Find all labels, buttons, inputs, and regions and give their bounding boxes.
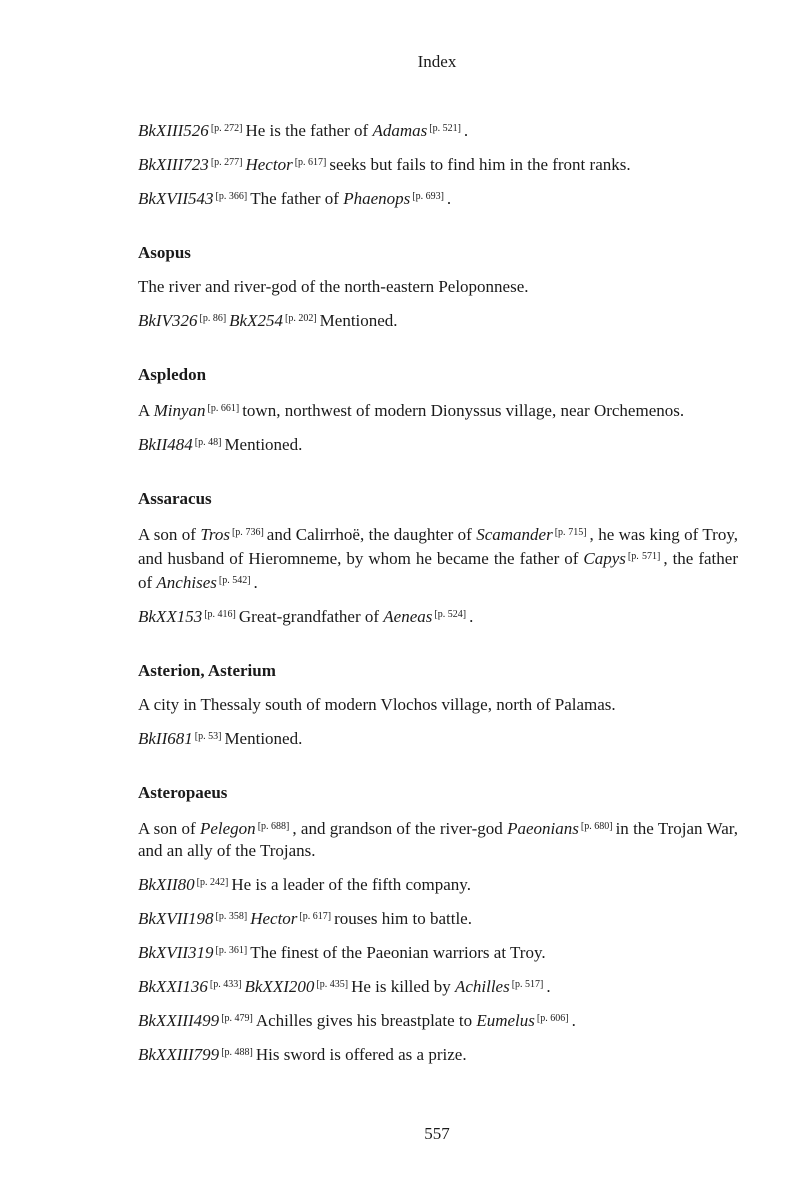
index-entry-asteropaeus (138, 782, 738, 1066)
desc-text: A son of (138, 819, 200, 838)
book-ref-link[interactable]: BkX254 (229, 311, 283, 330)
anchises-link[interactable]: Anchises (156, 573, 217, 592)
index-ref-line (138, 308, 738, 332)
book-ref-link[interactable]: BkXVII198 (138, 909, 214, 928)
entry-title: Asopus (138, 243, 191, 262)
page-ref[interactable]: [p. 617] (294, 157, 327, 168)
index-entry-aspledon (138, 364, 738, 456)
entry-description: The river and river-god of the north-eastern Peloponnese. (138, 277, 529, 296)
desc-text: in the Trojan War, and an ally of the Trojans. (138, 819, 738, 860)
index-entry-asopus (138, 242, 738, 332)
ref-text: seeks but fails to find him in the front ranks. (329, 155, 631, 174)
book-ref-link[interactable]: BkXX153 (138, 607, 203, 626)
minyan-link[interactable]: Minyan (153, 401, 206, 420)
page-ref[interactable]: [p. 435] (316, 979, 349, 990)
ref-text: Achilles gives his breastplate to (255, 1011, 477, 1030)
book-ref-link[interactable]: BkXXI200 (244, 977, 315, 996)
page-ref[interactable]: [p. 736] (231, 527, 264, 538)
page-ref[interactable]: [p. 277] (210, 157, 243, 168)
entry-title: Assaracus (138, 489, 212, 508)
index-entry-asterion (138, 660, 738, 750)
ref-text: Mentioned. (224, 729, 303, 748)
index-ref-line (138, 186, 738, 210)
desc-text: town, northwest of modern Dionyssus village, near Orchemenos. (242, 401, 685, 420)
ref-text: Mentioned. (319, 311, 398, 330)
desc-text: , the father of (138, 549, 738, 592)
page-ref[interactable]: [p. 358] (215, 911, 248, 922)
entry-description: A city in Thessaly south of modern Vlochos village, north of Palamas. (138, 695, 616, 714)
entry-title: Asterion, Asterium (138, 661, 276, 680)
page-ref[interactable]: [p. 242] (196, 877, 229, 888)
ref-text: rouses him to battle. (334, 909, 472, 928)
ref-text: The finest of the Paeonian warriors at Troy. (250, 943, 546, 962)
ref-text: . (469, 607, 474, 626)
page-ref[interactable]: [p. 416] (204, 609, 236, 620)
book-ref-link[interactable]: BkII484 (138, 435, 193, 454)
running-header: Index (417, 52, 457, 71)
desc-text: and Calirrhoë, the daughter of (266, 525, 477, 544)
person-link[interactable]: Hector (245, 155, 293, 174)
page-ref[interactable]: [p. 488] (221, 1047, 253, 1058)
page-ref[interactable]: [p. 693] (412, 191, 444, 202)
person-link[interactable]: Eumelus (476, 1011, 535, 1030)
entry-title: Aspledon (138, 365, 207, 384)
page-ref[interactable]: [p. 361] (215, 945, 248, 956)
index-ref-line (138, 906, 738, 930)
book-ref-link[interactable]: BkXXIII499 (138, 1011, 220, 1030)
person-link[interactable]: Achilles (454, 977, 510, 996)
ref-text: The father of (250, 189, 344, 208)
book-ref-link[interactable]: BkXIII526 (138, 121, 209, 140)
page-ref[interactable]: [p. 479] (221, 1013, 253, 1024)
ref-text: Great-grandfather of (238, 607, 384, 626)
person-link[interactable]: Adamas (372, 121, 428, 140)
ref-text: He is a leader of the fifth company. (231, 875, 471, 894)
book-ref-link[interactable]: BkXII80 (138, 875, 195, 894)
index-ref-line (138, 152, 738, 176)
page-ref[interactable]: [p. 617] (299, 911, 332, 922)
page-ref[interactable]: [p. 48] (194, 437, 222, 448)
page-ref[interactable]: [p. 524] (434, 609, 467, 620)
index-entry-assaracus (138, 488, 738, 628)
ref-text: His sword is offered as a prize. (255, 1045, 467, 1064)
page-ref[interactable]: [p. 366] (215, 191, 248, 202)
index-ref-line (138, 940, 738, 964)
ref-text: He is killed by (351, 977, 455, 996)
page-ref[interactable]: [p. 688] (257, 821, 290, 832)
index-ref-line (138, 1042, 738, 1066)
entry-description (138, 398, 738, 422)
desc-text: . (253, 573, 258, 592)
ref-text: He is the father of (245, 121, 373, 140)
scamander-link[interactable]: Scamander (476, 525, 553, 544)
page-ref[interactable]: [p. 542] (218, 575, 251, 586)
page-ref[interactable]: [p. 571] (627, 551, 661, 562)
page-ref[interactable]: [p. 202] (284, 313, 317, 324)
ref-text: . (546, 977, 551, 996)
ref-text: . (571, 1011, 576, 1030)
page-ref[interactable]: [p. 715] (554, 527, 587, 538)
page-ref[interactable]: [p. 272] (210, 123, 243, 134)
book-ref-link[interactable]: BkII681 (138, 729, 193, 748)
desc-text: A (138, 401, 154, 420)
desc-text: , and grandson of the river-god (292, 819, 508, 838)
entry-description (138, 816, 738, 862)
page-ref[interactable]: [p. 86] (199, 313, 227, 324)
index-content (138, 118, 738, 1076)
page-number: 557 (424, 1124, 450, 1143)
book-ref-link[interactable]: BkIV326 (138, 311, 198, 330)
book-ref-link[interactable]: BkXIII723 (138, 155, 209, 174)
entry-title: Asteropaeus (138, 783, 228, 802)
index-ref-line (138, 432, 738, 456)
page-ref[interactable]: [p. 433] (209, 979, 242, 990)
ref-text: . (446, 189, 452, 208)
index-ref-line (138, 604, 738, 628)
index-ref-line (138, 118, 738, 142)
pelegon-link[interactable]: Pelegon (199, 819, 256, 838)
person-link[interactable]: Phaenops (343, 189, 411, 208)
tros-link[interactable]: Tros (200, 525, 230, 544)
ref-text: . (463, 121, 469, 140)
person-link[interactable]: Aeneas (383, 607, 433, 626)
page-ref[interactable]: [p. 517] (511, 979, 544, 990)
book-ref-link[interactable]: BkXXI136 (138, 977, 208, 996)
desc-text: , he was king of Troy, and husband of Hieromneme, by whom he became the father of (138, 525, 738, 568)
page-ref[interactable]: [p. 521] (429, 123, 461, 134)
ref-text: Mentioned. (224, 435, 303, 454)
desc-text: A son of (138, 525, 201, 544)
index-ref-line (138, 1008, 738, 1032)
book-ref-link[interactable]: BkXVII543 (138, 189, 214, 208)
page-ref[interactable]: [p. 606] (536, 1013, 569, 1024)
capys-link[interactable]: Capys (583, 549, 626, 568)
index-ref-line (138, 974, 738, 998)
book-ref-link[interactable]: BkXVII319 (138, 943, 214, 962)
index-ref-line (138, 872, 738, 896)
page-ref[interactable]: [p. 680] (580, 821, 613, 832)
paeonians-link[interactable]: Paeonians (507, 819, 579, 838)
index-ref-line (138, 726, 738, 750)
page-ref[interactable]: [p. 53] (194, 731, 222, 742)
page-ref[interactable]: [p. 661] (207, 403, 240, 414)
person-link[interactable]: Hector (250, 909, 298, 928)
book-ref-link[interactable]: BkXXIII799 (138, 1045, 220, 1064)
entry-description (138, 522, 738, 594)
